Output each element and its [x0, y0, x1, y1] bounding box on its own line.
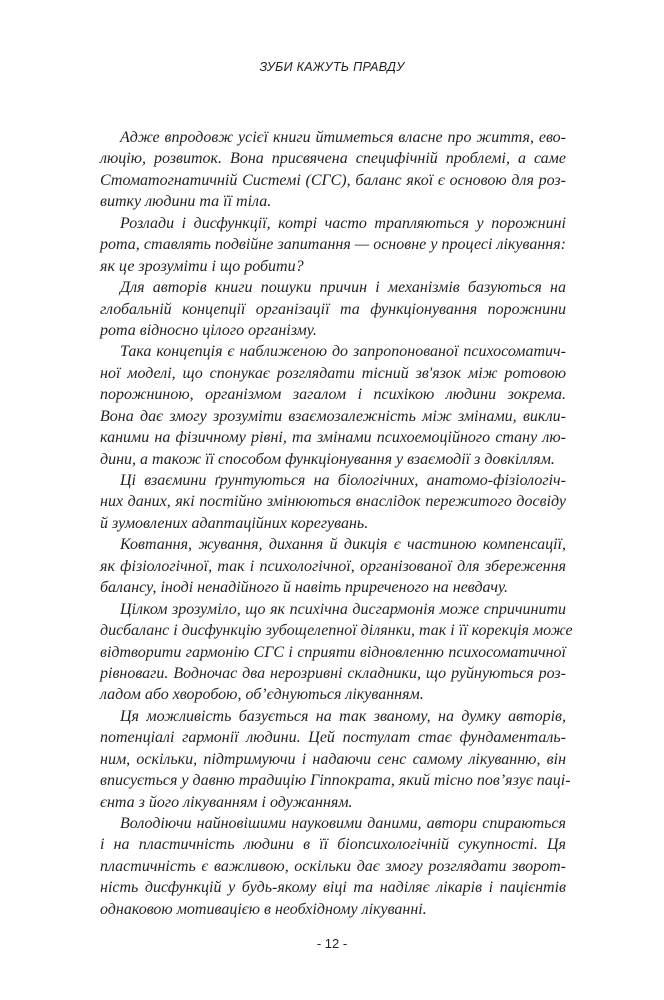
text-line: рота, ставлять подвійне запитання — основне у процесі лікування: — [100, 236, 566, 254]
text-line: потенціалі гармонії людини. Цей постулат стає фундаменталь- — [100, 729, 566, 747]
text-line: пластичність є важливою, оскільки дає змогу розглядати зворот- — [100, 857, 566, 875]
text-line: рівноваги. Водночас два нерозривні складники, що руйнуються роз- — [100, 664, 566, 682]
text-line: ним, оскільки, підтримуючи і надаючи сенс самому лікуванню, він — [100, 750, 566, 768]
text-line: Адже впродовж усієї книги йтиметься власне про життя, ево- — [120, 129, 566, 146]
text-line: рота відносно цілого організму. — [100, 321, 317, 339]
text-line: Стоматогнатичній Системі (СГС), баланс якої є основою для роз- — [100, 171, 566, 189]
text-line: Така концепція є наближеною до запропонованої психосоматич- — [120, 343, 566, 361]
text-line: ність дисфункцій у будь-якому віці та наділяє лікарів і пацієнтів — [100, 879, 566, 897]
text-line: як це зрозуміти і що робити? — [100, 257, 304, 275]
text-line: ної моделі, що спонукає розглядати тісний зв'язок між ротовою — [100, 364, 566, 382]
text-line: як фізіологічної, так і психологічної, організованої для збереження — [100, 557, 566, 575]
text-line: порожниною, організмом загалом і психікою людини зокрема. — [100, 386, 566, 404]
text-line: єнта з його лікуванням і одужанням. — [100, 793, 353, 811]
text-line: каними на фізичному рівні, та змінами психоемоційного стану лю- — [100, 429, 566, 447]
text-line: витку людини та її тіла. — [100, 193, 272, 211]
text-line: Ковтання, жування, дихання й дикція є частиною компенсації, — [120, 536, 566, 554]
text-line: глобальній концепції організації та функціонування порожнини — [100, 300, 566, 318]
text-line: дини, а також її способом функціонування у взаємодії з довкіллям. — [100, 450, 555, 468]
paragraph — [100, 706, 571, 813]
text-line: Цілком зрозуміло, що як психічна дисгармонія може спричинити — [120, 600, 566, 618]
page-number: - 12 - — [316, 936, 348, 951]
paragraph — [100, 213, 566, 277]
paragraph — [100, 470, 566, 534]
text-line: Для авторів книги пошуки причин і механізмів базуються на — [120, 279, 566, 297]
paragraph — [100, 127, 566, 213]
text-line: відтворити гармонію СГС і сприяти відновленню психосоматичної — [100, 643, 566, 661]
paragraph — [100, 599, 573, 706]
text-line: ладом або хворобою, об’єднуються лікуванням. — [100, 686, 424, 704]
text-line: Вона дає змогу зрозуміти взаємозалежність між змінами, викли- — [100, 407, 566, 425]
text-line: однаковою мотивацією в необхідному лікуванні. — [100, 900, 427, 918]
text-line: вписується у давню традицію Гіппократа, який тісно пов’язує паці- — [100, 772, 571, 790]
text-line: і на пластичність людини в її біопсихологічній сукупності. Ця — [100, 836, 566, 854]
text-line: люцію, розвиток. Вона присвячена специфічній проблемі, а саме — [100, 150, 566, 168]
text-line: них даних, які постійно змінюються внаслідок пережитого досвіду — [100, 493, 566, 511]
text-line: Ці взаємини ґрунтуються на біологічних, анатомо-фізіологіч- — [120, 472, 566, 489]
body-text — [100, 127, 573, 920]
text-line: Ця можливість базується на так званому, на думку авторів, — [120, 707, 566, 725]
text-line: дисбаланс і дисфункцію зубощелепної ділянки, так і її корекція може — [100, 622, 573, 640]
paragraph — [100, 813, 566, 920]
paragraph — [100, 277, 566, 341]
text-line: й зумовлених адаптаційних корегувань. — [100, 514, 369, 532]
text-line: Володіючи найновішими науковими даними, автори спираються — [120, 815, 566, 832]
text-line: балансу, іноді ненадійного й навіть приреченого на невдачу. — [100, 579, 509, 597]
text-line: Розлади і дисфункції, котрі часто трапляються у порожнині — [120, 214, 566, 232]
paragraph — [100, 341, 566, 470]
running-header: ЗУБИ КАЖУТЬ ПРАВДУ — [259, 60, 405, 74]
paragraph — [100, 534, 566, 598]
